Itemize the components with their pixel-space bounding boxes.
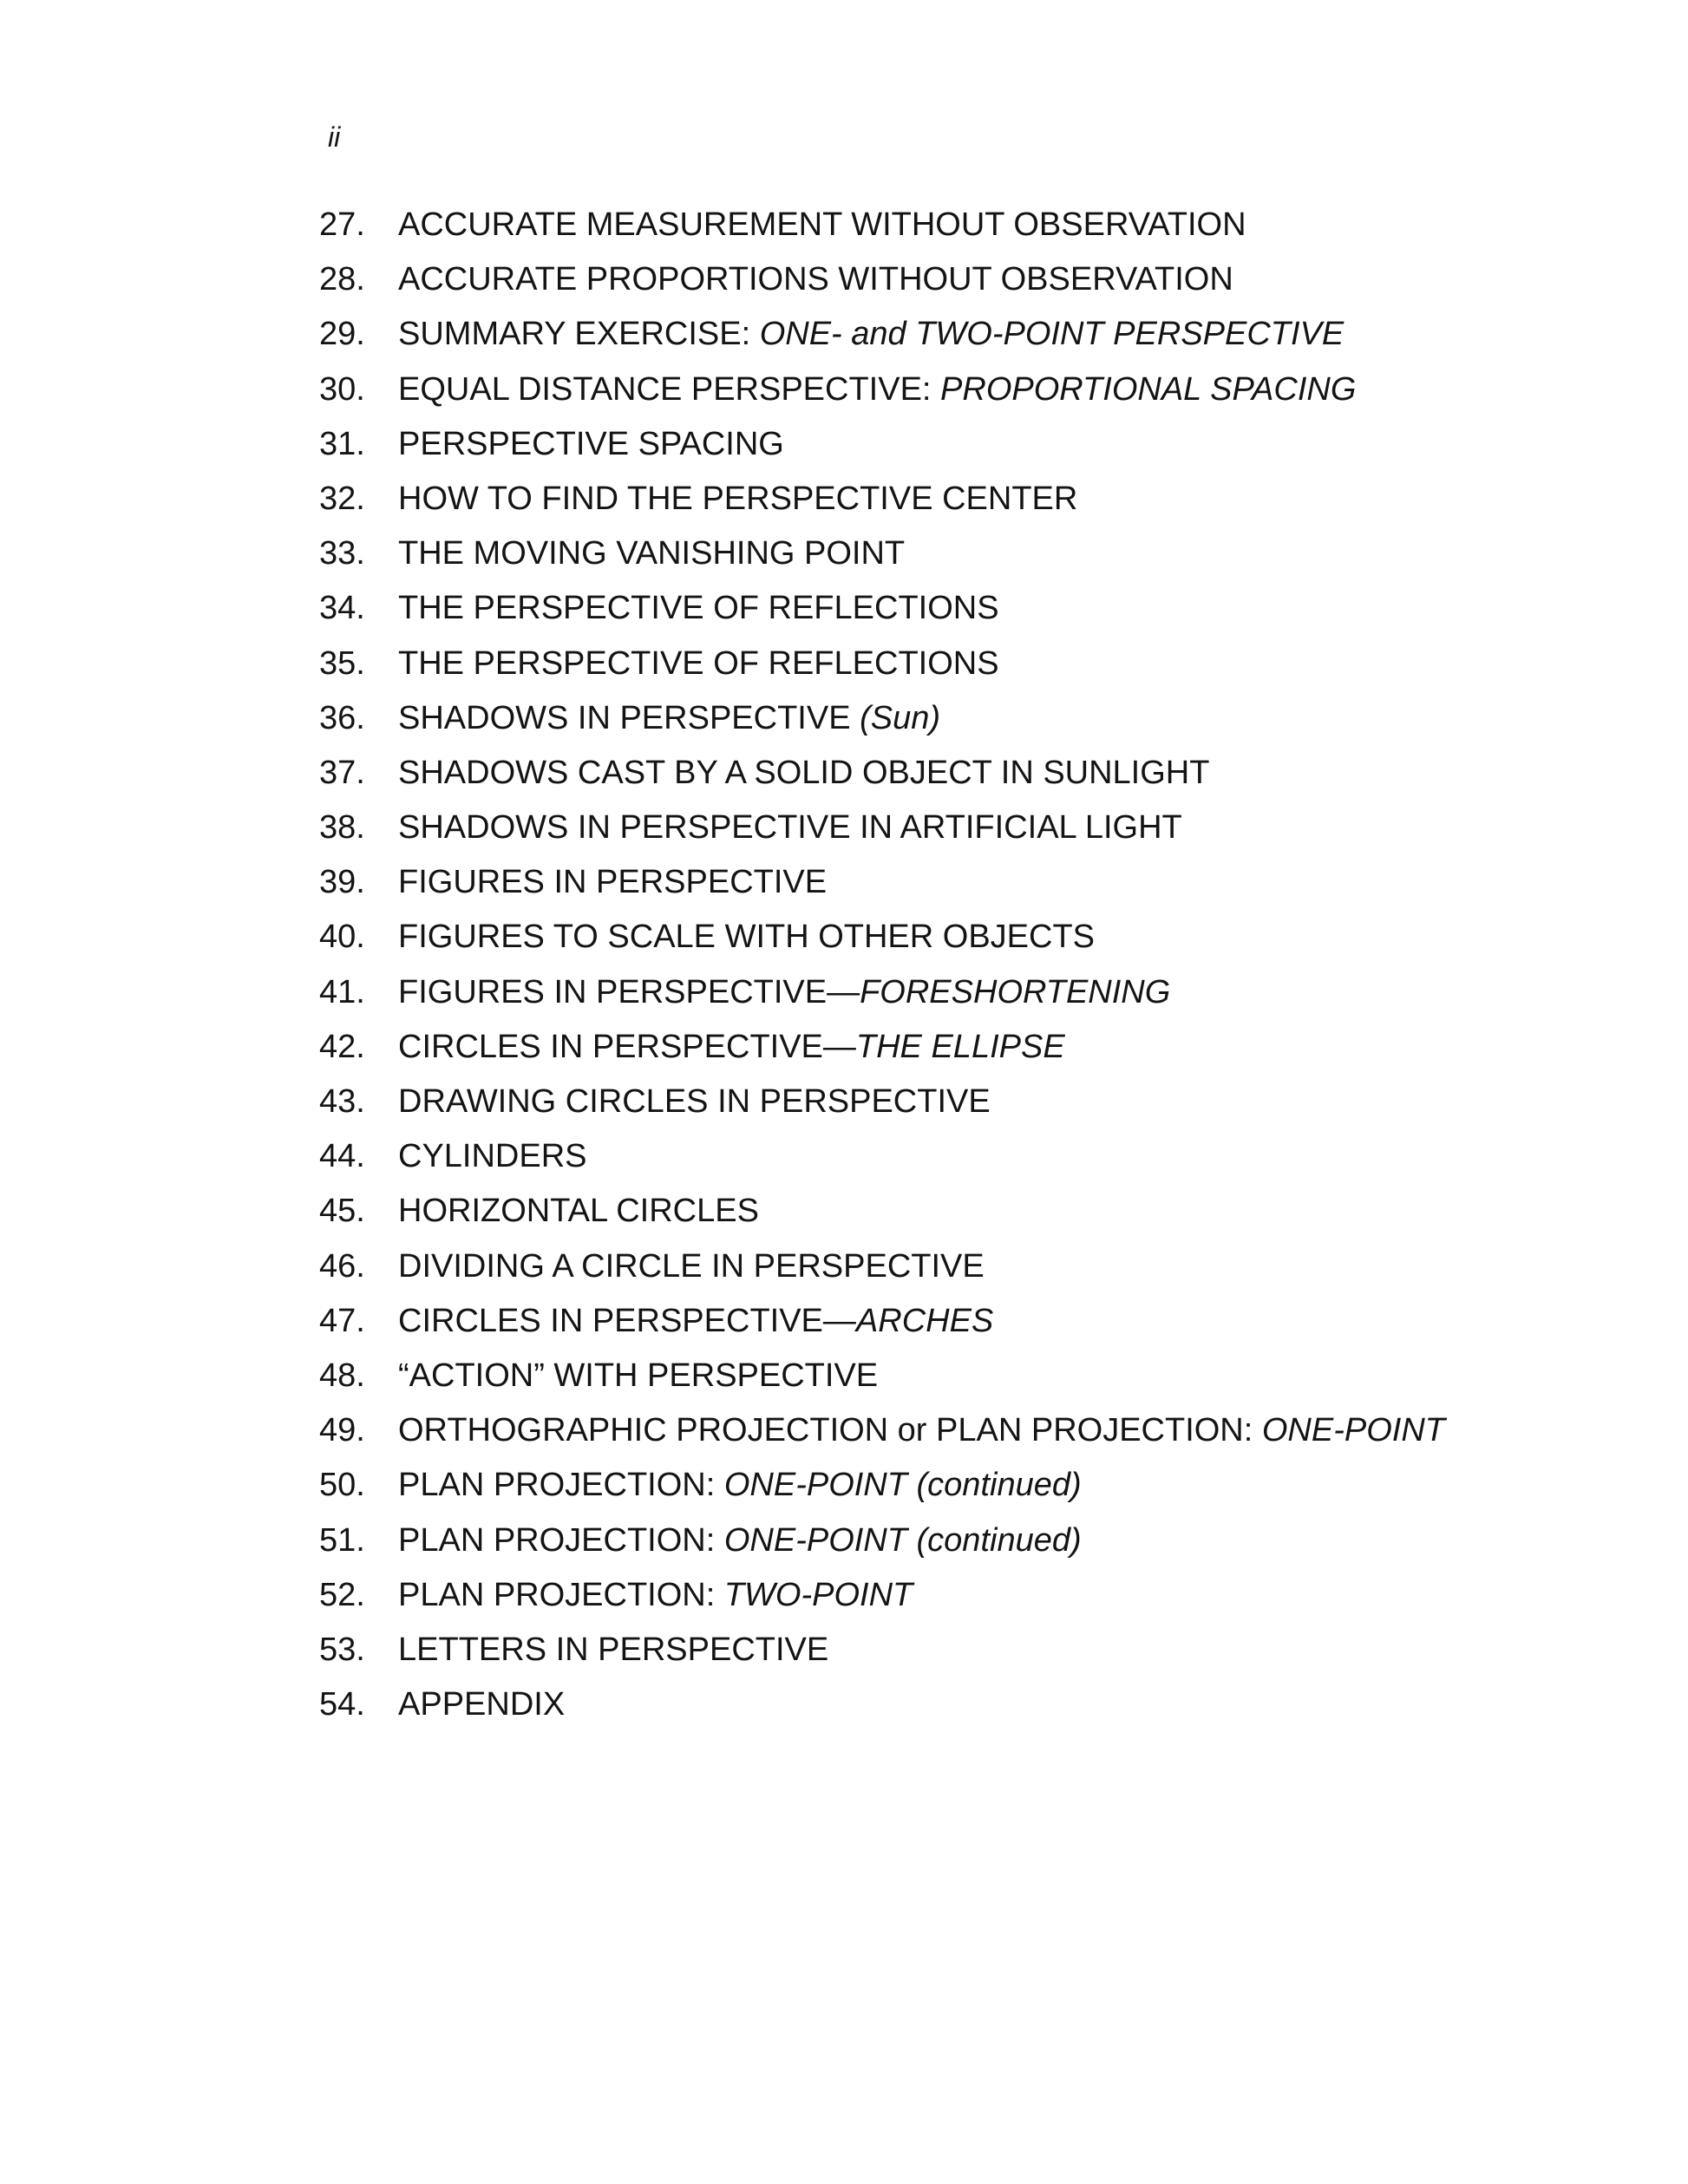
toc-entry-title: SHADOWS IN PERSPECTIVE IN ARTIFICIAL LIGHT — [398, 809, 1182, 847]
toc-entry-number: 54. — [319, 1686, 365, 1723]
toc-entry-number: 44. — [319, 1138, 365, 1175]
toc-entry — [319, 526, 1445, 581]
toc-entry-title-italic: ONE-POINT (continued) — [723, 1521, 1082, 1559]
toc-entry-title: THE PERSPECTIVE OF REFLECTIONS — [398, 644, 999, 682]
toc-entry-title-italic: TWO-POINT — [723, 1576, 913, 1613]
toc-entry-title-italic: THE ELLIPSE — [855, 1028, 1065, 1065]
toc-entry — [319, 965, 1445, 1020]
toc-entry-title: PLAN PROJECTION: — [398, 1576, 724, 1613]
toc-entry-number: 42. — [319, 1028, 365, 1065]
toc-entry — [319, 252, 1445, 307]
toc-entry-title-italic: ONE-POINT (continued) — [723, 1467, 1082, 1504]
toc-entry-title: SHADOWS IN PERSPECTIVE — [398, 699, 860, 736]
table-of-contents — [319, 198, 1445, 1732]
toc-entry-title-italic: (Sun) — [860, 699, 941, 736]
toc-entry — [319, 637, 1445, 691]
toc-entry-number: 52. — [319, 1576, 365, 1613]
toc-entry — [319, 1020, 1445, 1075]
toc-entry-title: “ACTION” WITH PERSPECTIVE — [398, 1357, 879, 1394]
toc-entry-number: 30. — [319, 370, 365, 408]
toc-entry-number: 35. — [319, 644, 365, 682]
toc-entry-title: DRAWING CIRCLES IN PERSPECTIVE — [398, 1083, 991, 1120]
toc-entry-number: 32. — [319, 480, 365, 517]
toc-entry-title: SHADOWS CAST BY A SOLID OBJECT IN SUNLIGHT — [398, 754, 1210, 791]
toc-entry-number: 37. — [319, 754, 365, 791]
toc-entry-title: THE PERSPECTIVE OF REFLECTIONS — [398, 590, 999, 627]
toc-entry — [319, 801, 1445, 855]
toc-entry — [319, 307, 1445, 362]
toc-entry-title: ACCURATE PROPORTIONS WITHOUT OBSERVATION — [398, 261, 1233, 298]
toc-entry — [319, 1184, 1445, 1239]
toc-entry-number: 53. — [319, 1631, 365, 1668]
toc-entry-number: 49. — [319, 1412, 365, 1449]
toc-entry-number: 34. — [319, 590, 365, 627]
toc-entry — [319, 1294, 1445, 1349]
toc-entry-title: PLAN PROJECTION: — [398, 1467, 724, 1504]
toc-entry-number: 43. — [319, 1083, 365, 1120]
toc-entry-title: PERSPECTIVE SPACING — [398, 425, 784, 462]
toc-entry-number: 31. — [319, 425, 365, 462]
toc-entry-title: HOW TO FIND THE PERSPECTIVE CENTER — [398, 480, 1078, 517]
toc-entry — [319, 472, 1445, 526]
toc-entry — [319, 417, 1445, 472]
toc-entry — [319, 1677, 1445, 1732]
toc-entry — [319, 1075, 1445, 1129]
toc-entry-number: 27. — [319, 206, 365, 243]
toc-entry-number: 39. — [319, 864, 365, 901]
toc-entry — [319, 1568, 1445, 1623]
toc-entry-title: THE MOVING VANISHING POINT — [398, 535, 906, 572]
toc-entry — [319, 1514, 1445, 1568]
toc-entry-number: 36. — [319, 699, 365, 736]
toc-entry — [319, 581, 1445, 636]
toc-entry-title: CYLINDERS — [398, 1138, 587, 1175]
toc-entry-number: 47. — [319, 1302, 365, 1339]
toc-entry — [319, 1403, 1445, 1458]
toc-entry-title: ORTHOGRAPHIC PROJECTION or PLAN PROJECTION: — [398, 1412, 1262, 1449]
toc-entry-title-italic: ONE- and TWO-POINT PERSPECTIVE — [759, 316, 1345, 353]
toc-entry-title-italic: ONE-POINT — [1261, 1412, 1445, 1449]
toc-entry-title: CIRCLES IN PERSPECTIVE— — [398, 1302, 856, 1339]
toc-entry-title: APPENDIX — [398, 1686, 566, 1723]
toc-entry-number: 29. — [319, 316, 365, 353]
toc-entry-title: EQUAL DISTANCE PERSPECTIVE: — [398, 370, 941, 408]
toc-entry-number: 51. — [319, 1521, 365, 1559]
toc-entry — [319, 910, 1445, 964]
toc-entry-title: CIRCLES IN PERSPECTIVE— — [398, 1028, 856, 1065]
toc-entry-title: ACCURATE MEASUREMENT WITHOUT OBSERVATION — [398, 206, 1246, 243]
toc-entry — [319, 1623, 1445, 1677]
toc-entry-title: FIGURES IN PERSPECTIVE — [398, 864, 828, 901]
toc-entry — [319, 363, 1445, 417]
toc-entry-number: 48. — [319, 1357, 365, 1394]
toc-entry — [319, 855, 1445, 910]
toc-entry-title-italic: PROPORTIONAL SPACING — [940, 370, 1357, 408]
toc-entry — [319, 1239, 1445, 1294]
toc-entry-number: 40. — [319, 919, 365, 956]
toc-entry-title: FIGURES TO SCALE WITH OTHER OBJECTS — [398, 919, 1096, 956]
toc-entry-title: PLAN PROJECTION: — [398, 1521, 724, 1559]
toc-entry-number: 46. — [319, 1247, 365, 1285]
toc-entry-number: 38. — [319, 809, 365, 847]
toc-entry-number: 33. — [319, 535, 365, 572]
toc-entry — [319, 1129, 1445, 1184]
toc-entry-number: 45. — [319, 1193, 365, 1230]
toc-entry — [319, 746, 1445, 801]
toc-entry-title-italic: FORESHORTENING — [860, 973, 1171, 1010]
page-number: ii — [328, 121, 341, 153]
toc-entry-title: DIVIDING A CIRCLE IN PERSPECTIVE — [398, 1247, 985, 1285]
toc-entry-title: FIGURES IN PERSPECTIVE— — [398, 973, 860, 1010]
toc-entry — [319, 1349, 1445, 1403]
toc-entry-title: SUMMARY EXERCISE: — [398, 316, 760, 353]
toc-entry-number: 41. — [319, 973, 365, 1010]
toc-entry — [319, 1458, 1445, 1513]
toc-entry-number: 28. — [319, 261, 365, 298]
toc-entry-title: HORIZONTAL CIRCLES — [398, 1193, 759, 1230]
toc-entry-title-italic: ARCHES — [855, 1302, 994, 1339]
toc-entry — [319, 691, 1445, 746]
toc-entry — [319, 198, 1445, 252]
toc-entry-title: LETTERS IN PERSPECTIVE — [398, 1631, 829, 1668]
toc-entry-number: 50. — [319, 1467, 365, 1504]
